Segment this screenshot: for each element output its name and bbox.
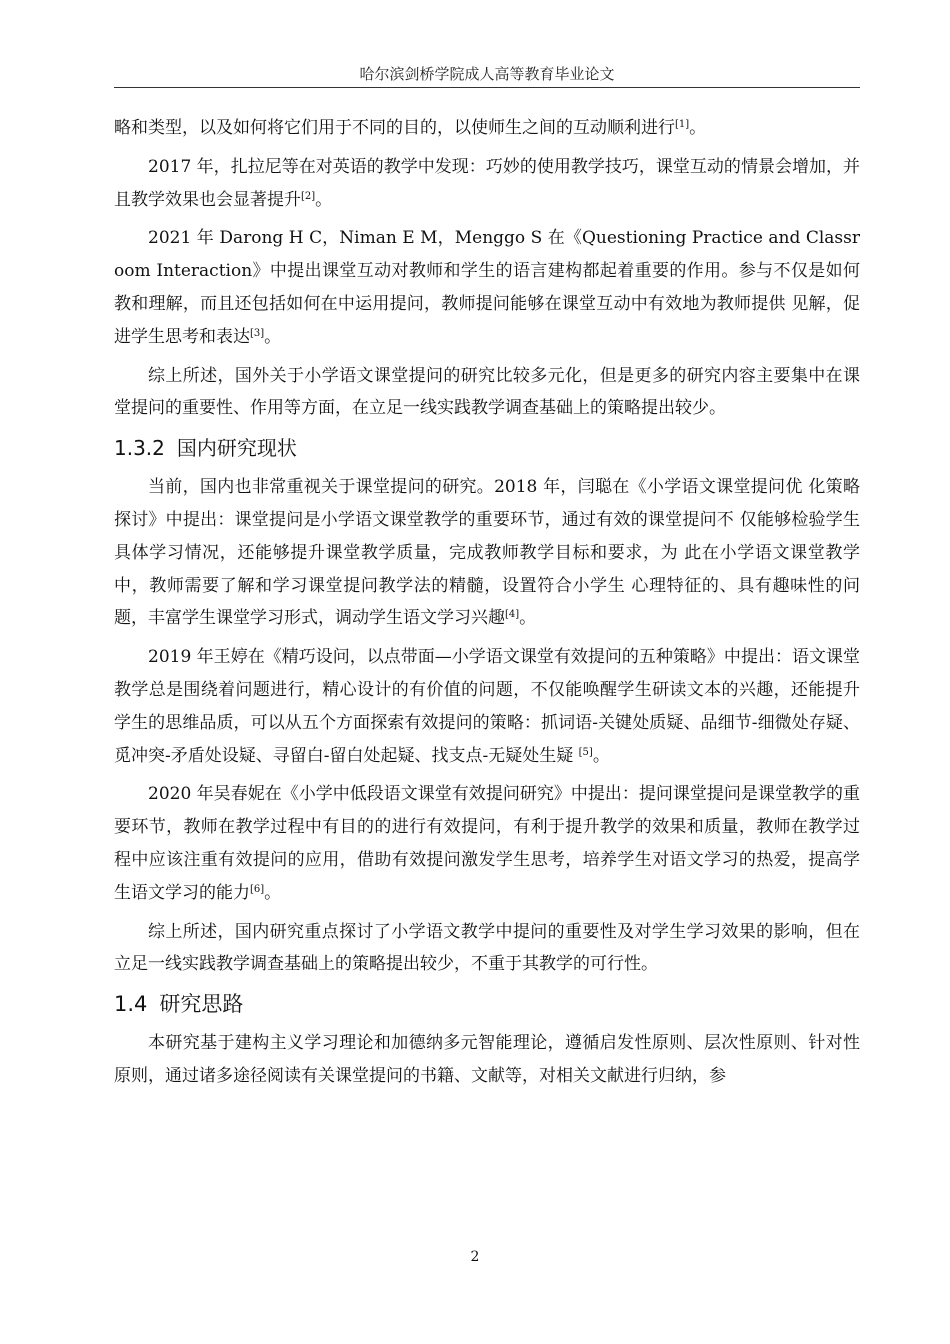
paragraph-text: 综上所述，国内研究重点探讨了小学语文教学中提问的重要性及对学生学习效果的影响，但在立足一线实践教学调查基础上的策略提出较少，不重于其教学的可行性。 [114,921,860,975]
paragraph-end-punct: 。 [689,118,707,138]
paragraph-end-punct: 。 [264,882,282,903]
paragraph-text: 综上所述，国外关于小学语文课堂提问的研究比较多元化，但是更多的研究内容主要集中在课堂提问的重要性、作用等方面，在立足一线实践教学调查基础上的策略提出较少。 [114,365,860,419]
section-number: 1.4 [114,992,148,1017]
body-paragraph [114,222,860,353]
paragraph-text: 本研究基于建构主义学习理论和加德纳多元智能理论，遵循启发性原则、层次性原则、针对性原则，通过诸多途径阅读有关课堂提问的书籍、文献等，对相关文献进行归纳，参 [114,1033,860,1086]
paragraph-end-punct: 。 [264,326,282,347]
citation-ref: [4] [505,609,520,621]
paragraph-text: 2020 年吴春妮在《小学中低段语文课堂有效提问研究》中提出：提问课堂提问是课堂教学的重要环节，教师在教学过程中有目的的进行有效提问，有利于提升教学的效果和质量，教师在教学过程中应该注重有效提问的应用，借助有效提问激发学生思考，培养学生对语文学习的热爱，提高学生语文学习的能力 [114,784,860,903]
paragraph-group-research-approach [114,1027,860,1093]
citation-ref: [1] [675,119,690,130]
paragraph-end-punct: 。 [592,745,610,766]
section-heading-1-4 [114,987,860,1021]
page-header: 哈尔滨剑桥学院成人高等教育毕业论文 [359,65,615,83]
body-paragraph [114,641,860,772]
citation-ref: [3] [250,327,265,339]
citation-ref: [6] [250,883,265,895]
section-title: 研究思路 [159,992,244,1017]
section-title: 国内研究现状 [176,436,297,461]
page-number: 2 [470,1249,480,1265]
paragraph-text: 当前，国内也非常重视关于课堂提问的研究。2018 年，闫聪在《小学语文课堂提问优 化策略探讨》中提出：课堂提问是小学语文课堂教学的重要环节，通过有效的课堂提问不 仅能够检验学生具体学习情况，还能够提升课堂教学质量，完成教师教学目标和要求，为 此在小学语文课堂教学中，教师需要了解和学习课堂提问教学法的精髓，设置符合小学生 心理特征的、具有趣味性的问题，丰富学生课堂学习形式，调动学生语文学习兴趣 [114,477,860,629]
body-paragraph [114,471,860,635]
paragraph-group-foreign-research [114,112,860,425]
body-paragraph [114,360,860,426]
body-paragraph [114,151,860,217]
paragraph-end-punct: 。 [519,608,537,629]
header-divider [114,87,860,88]
paragraph-text: 略和类型，以及如何将它们用于不同的目的，以使师生之间的互动顺利进行 [114,118,675,138]
document-body [114,112,860,1099]
body-paragraph [114,916,860,982]
paragraph-end-punct: 。 [315,189,333,210]
body-paragraph [114,778,860,909]
section-number: 1.3.2 [114,436,165,461]
body-paragraph [114,112,860,145]
paragraph-text: 2021 年 Darong H C，Niman E M，Menggo S 在《Questioning Practice and Classroom Interaction》中提出课堂互动对教师和学生的语言建构都起着重要的作用。参与不仅是如何 教和理解，而且还包括如何在中运用提问，教师提问能够在课堂互动中有效地为教师提供 见解，促进学生思考和表达 [114,228,860,347]
paragraph-text: 2019 年王婷在《精巧设问，以点带面—小学语文课堂有效提问的五种策略》中提出：语文课堂教学总是围绕着问题进行，精心设计的有价值的问题，不仅能唤醒学生研读文本的兴趣，还能提升学生的思维品质，可以从五个方面探索有效提问的策略：抓词语-关键处质疑、品细节-细微处存疑、觅冲突-矛盾处设疑、寻留白-留白处起疑、找支点-无疑处生疑 [114,647,860,766]
paragraph-group-domestic-research [114,471,860,981]
citation-ref: [5] [578,746,593,758]
paragraph-text: 2017 年，扎拉尼等在对英语的教学中发现：巧妙的使用教学技巧，课堂互动的情景会增加，并且教学效果也会显著提升 [114,156,860,210]
section-heading-1-3-2 [114,431,860,465]
citation-ref: [2] [301,190,316,202]
body-paragraph [114,1027,860,1093]
